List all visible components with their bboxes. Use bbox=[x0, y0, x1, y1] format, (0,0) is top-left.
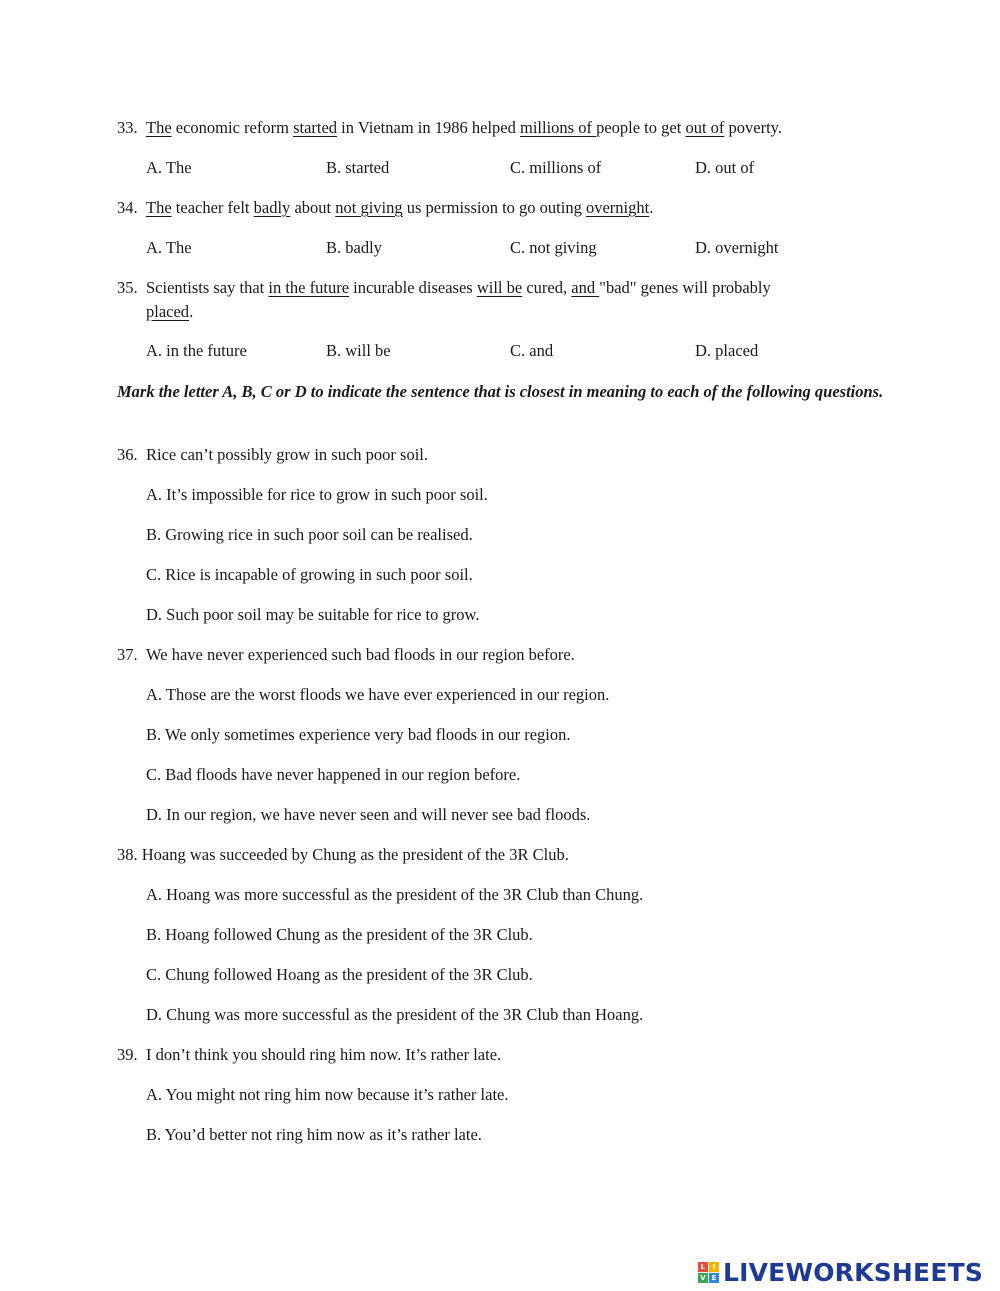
option-b[interactable]: B. We only sometimes experience very bad floods in our region. bbox=[146, 725, 571, 744]
option-a[interactable]: A. The bbox=[146, 158, 192, 177]
option-b[interactable]: B. Growing rice in such poor soil can be realised. bbox=[146, 525, 473, 544]
option-b[interactable]: B. will be bbox=[326, 341, 391, 360]
option-d[interactable]: D. placed bbox=[695, 341, 759, 360]
underlined-part-a: The bbox=[146, 118, 172, 137]
stem-text: . bbox=[189, 302, 194, 321]
stem-text: teacher felt bbox=[171, 198, 254, 217]
question-stem bbox=[146, 277, 771, 299]
stem-text: poverty. bbox=[724, 118, 782, 137]
stem-text: incurable diseases bbox=[349, 278, 477, 297]
option-b[interactable]: B. Hoang followed Chung as the president of the 3R Club. bbox=[146, 925, 533, 944]
question-number: 34. bbox=[117, 198, 138, 217]
underlined-part-d: placed bbox=[146, 302, 190, 321]
underlined-part-a: in the future bbox=[268, 278, 350, 297]
option-a[interactable]: A. Those are the worst floods we have ever experienced in our region. bbox=[146, 685, 610, 704]
underlined-part-c: not giving bbox=[335, 198, 403, 217]
option-d[interactable]: D. Such poor soil may be suitable for rice to grow. bbox=[146, 605, 480, 624]
option-d[interactable]: D. overnight bbox=[695, 238, 779, 257]
section-instruction: Mark the letter A, B, C or D to indicate the sentence that is closest in meaning to each of the following questions. bbox=[117, 382, 884, 401]
stem-text: economic reform bbox=[171, 118, 294, 137]
option-b[interactable]: B. badly bbox=[326, 238, 382, 257]
option-a[interactable]: A. You might not ring him now because it’s rather late. bbox=[146, 1085, 509, 1104]
underlined-part-b: started bbox=[293, 118, 338, 137]
option-c[interactable]: C. not giving bbox=[510, 238, 597, 257]
option-a[interactable]: A. Hoang was more successful as the president of the 3R Club than Chung. bbox=[146, 885, 644, 904]
option-d[interactable]: D. In our region, we have never seen and will never see bad floods. bbox=[146, 805, 591, 824]
stem-text: Scientists say that bbox=[146, 278, 269, 297]
underlined-part-d: overnight bbox=[585, 198, 650, 217]
logo-block-v: V bbox=[698, 1273, 708, 1283]
question-stem: Rice can’t possibly grow in such poor soil. bbox=[146, 445, 428, 464]
question-stem bbox=[146, 117, 782, 139]
question-number: 37. bbox=[117, 645, 138, 664]
option-c[interactable]: C. millions of bbox=[510, 158, 602, 177]
option-c[interactable]: C. Chung followed Hoang as the president of the 3R Club. bbox=[146, 965, 533, 984]
underlined-part-c: millions of bbox=[519, 118, 597, 137]
option-a[interactable]: A. The bbox=[146, 238, 192, 257]
stem-text: cured, bbox=[522, 278, 572, 297]
question-number: 39. bbox=[117, 1045, 138, 1064]
option-d[interactable]: D. out of bbox=[695, 158, 755, 177]
option-b[interactable]: B. started bbox=[326, 158, 390, 177]
question-number: 35. bbox=[117, 278, 138, 297]
question-stem: 38. Hoang was succeeded by Chung as the president of the 3R Club. bbox=[117, 845, 569, 864]
option-b[interactable]: B. You’d better not ring him now as it’s rather late. bbox=[146, 1125, 482, 1144]
question-number: 33. bbox=[117, 118, 138, 137]
stem-text: in Vietnam in 1986 helped bbox=[337, 118, 520, 137]
question-stem-continued bbox=[146, 301, 193, 323]
question-number: 36. bbox=[117, 445, 138, 464]
option-c[interactable]: C. and bbox=[510, 341, 554, 360]
logo-block-e: E bbox=[709, 1273, 719, 1283]
stem-text: . bbox=[649, 198, 654, 217]
underlined-part-a: The bbox=[146, 198, 172, 217]
underlined-part-c: and bbox=[571, 278, 600, 297]
stem-text: us permission to go outing bbox=[402, 198, 586, 217]
logo-block-l: L bbox=[698, 1262, 708, 1272]
logo-wordmark: LIVEWORKSHEETS bbox=[723, 1257, 984, 1287]
logo-block-i: I bbox=[709, 1262, 719, 1272]
option-a[interactable]: A. in the future bbox=[146, 341, 247, 360]
question-stem bbox=[146, 197, 653, 219]
underlined-part-d: out of bbox=[685, 118, 725, 137]
stem-text: about bbox=[290, 198, 336, 217]
option-a[interactable]: A. It’s impossible for rice to grow in such poor soil. bbox=[146, 485, 488, 504]
logo-blocks-icon bbox=[698, 1262, 719, 1283]
option-c[interactable]: C. Rice is incapable of growing in such poor soil. bbox=[146, 565, 473, 584]
option-d[interactable]: D. Chung was more successful as the president of the 3R Club than Hoang. bbox=[146, 1005, 644, 1024]
underlined-part-b: badly bbox=[253, 198, 291, 217]
liveworksheets-logo bbox=[698, 1257, 983, 1287]
underlined-part-b: will be bbox=[476, 278, 523, 297]
stem-text: "bad" genes will probably bbox=[599, 278, 771, 297]
question-stem: I don’t think you should ring him now. It’s rather late. bbox=[146, 1045, 502, 1064]
option-c[interactable]: C. Bad floods have never happened in our region before. bbox=[146, 765, 521, 784]
question-stem: We have never experienced such bad floods in our region before. bbox=[146, 645, 575, 664]
stem-text: people to get bbox=[596, 118, 686, 137]
